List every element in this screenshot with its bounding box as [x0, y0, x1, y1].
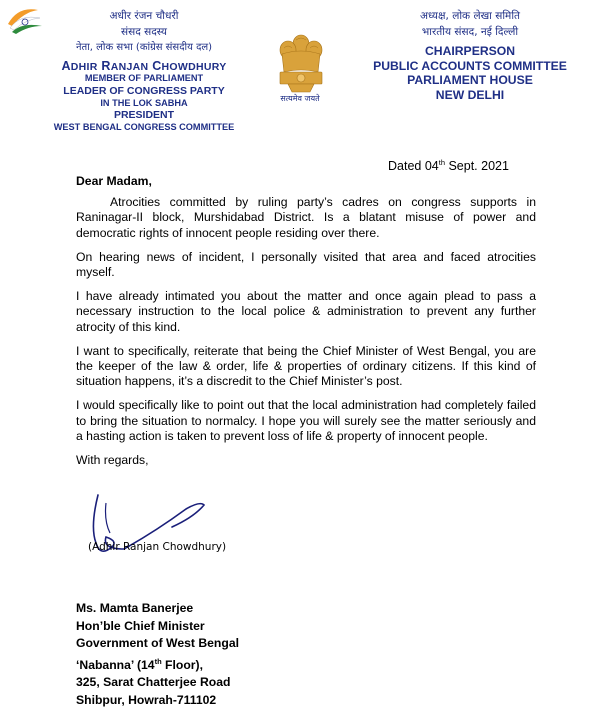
paragraph-3: I have already intimated you about the matter and once again plead to pass a necessary instruction to the local police & administration to prevent any further atrocity of this kind.: [76, 289, 536, 334]
sender-hindi-role: संसद सदस्य: [121, 26, 167, 38]
sender-title-mp: MEMBER OF PARLIAMENT: [84, 73, 204, 83]
sender-name-text: ADHIR RANJAN CHOWDHURY: [61, 59, 227, 73]
sender-name: [46, 59, 242, 73]
committee-name: PUBLIC ACCOUNTS COMMITTEE: [373, 58, 567, 73]
sender-title-president: PRESIDENT: [113, 109, 175, 121]
paragraph-2: On hearing news of incident, I personally visited that area and faced atrocities myself.: [76, 249, 536, 280]
sender-title-leader: LEADER OF CONGRESS PARTY: [63, 84, 225, 97]
paragraph-5: I would specifically like to point out that the local administration had completely failed to bring the situation to normalcy. I hope you will surely see the matter seriously and a hasting action is taken to prevent loss of life & property of innocent people.: [76, 398, 536, 443]
recipient-building: [76, 653, 239, 675]
date-rest: Sept. 2021: [445, 159, 509, 174]
committee-letterhead: [360, 8, 580, 102]
committee-chairperson: CHAIRPERSON: [424, 44, 516, 58]
paragraph-1: Atrocities committed by ruling party’s cadres on congress supports in Raninagar-II block, Murshidabad District. Is a blatant misuse of power and democratic rights of innocent people residing over there.: [76, 195, 536, 240]
recipient-street: 325, Sarat Chatterjee Road: [76, 675, 231, 690]
sender-hindi-name: अधीर रंजन चौधरी: [109, 10, 179, 22]
congress-flag-logo: [4, 4, 48, 40]
letter-body: [76, 174, 536, 468]
recipient-address: [76, 600, 239, 709]
committee-city: NEW DELHI: [435, 87, 505, 102]
sender-title-wbcc: WEST BENGAL CONGRESS COMMITTEE: [53, 122, 235, 132]
committee-parliament-house: PARLIAMENT HOUSE: [407, 73, 533, 87]
handwritten-signature: [76, 487, 226, 571]
recipient-government: Government of West Bengal: [76, 636, 239, 650]
recipient-designation: Hon’ble Chief Minister: [76, 618, 205, 633]
salutation: Dear Madam,: [76, 174, 152, 188]
committee-hindi-place: भारतीय संसद, नई दिल्ली: [421, 26, 519, 38]
date-prefix: Dated 04: [388, 159, 439, 174]
emblem-motto: सत्यमेव जयते: [280, 94, 320, 103]
sender-title-lok-sabha: IN THE LOK SABHA: [100, 97, 188, 108]
building-floor: Floor),: [161, 657, 203, 672]
paragraph-4: I want to specifically, reiterate that being the Chief Minister of West Bengal, you are the keeper of the law & order, life & properties of ordinary citizens. If this kind of situation happens, it’s a discredit to the Chief Minister’s post.: [76, 343, 536, 389]
signature-name: (Adhir Ranjan Chowdhury): [88, 541, 227, 553]
building-name: ‘Nabanna’ (14: [76, 657, 155, 672]
floor-sup: th: [154, 656, 162, 666]
sender-hindi-leader: नेता, लोक सभा (कांग्रेस संसदीय दल): [75, 42, 213, 53]
recipient-city: Shibpur, Howrah-711102: [76, 692, 217, 707]
sender-letterhead: [46, 8, 242, 134]
closing: With regards,: [76, 453, 149, 468]
letter-date: [388, 158, 509, 173]
letterhead: [0, 0, 600, 160]
recipient-name: Ms. Mamta Banerjee: [76, 601, 194, 615]
committee-hindi-title: अध्यक्ष, लोक लेखा समिति: [419, 10, 521, 22]
date-suffix-sup: th: [438, 158, 445, 167]
